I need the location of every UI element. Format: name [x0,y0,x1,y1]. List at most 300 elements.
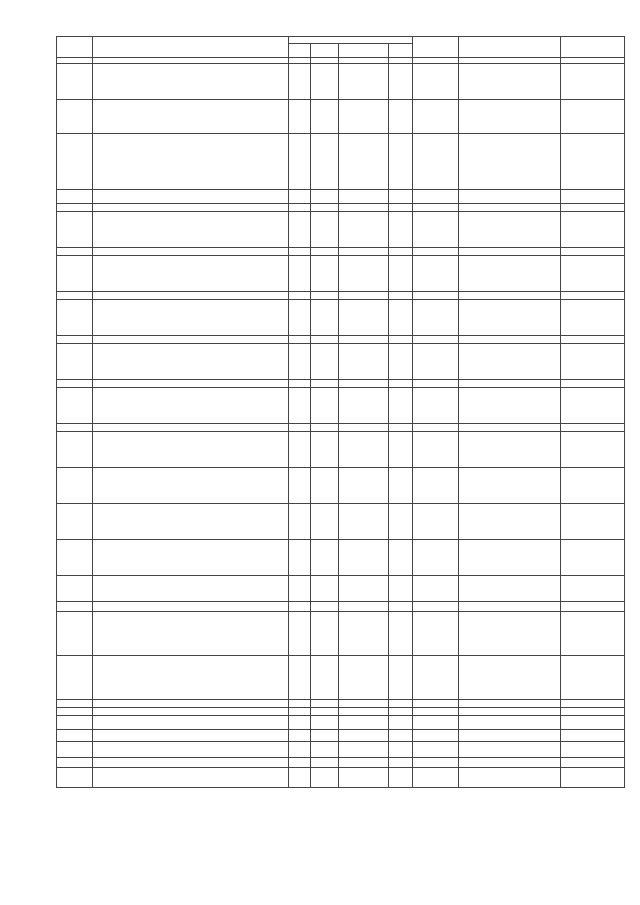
row-amount [561,540,625,576]
row-grbs [289,248,311,256]
row-amount [561,292,625,300]
row-grbs [289,540,311,576]
row-name [93,380,289,388]
table-row [57,300,625,336]
row-fund-recipient [459,204,561,212]
row-kcsr [339,656,389,700]
row-fund-recipient [459,758,561,768]
row-amount [561,716,625,730]
row-main-administrator [413,292,459,300]
row-amount [561,730,625,742]
row-fund-recipient [459,212,561,248]
row-name [93,256,289,292]
row-number [57,344,93,380]
row-main-administrator [413,300,459,336]
row-main-administrator [413,540,459,576]
row-number [57,708,93,716]
table-row [57,700,625,708]
table-row [57,758,625,768]
row-name [93,700,289,708]
row-expense-type [389,708,413,716]
row-expense-type [389,768,413,788]
row-fund-recipient [459,576,561,602]
row-section [311,64,339,100]
row-fund-recipient [459,344,561,380]
row-number [57,64,93,100]
table-row [57,716,625,730]
row-grbs [289,656,311,700]
row-grbs [289,576,311,602]
row-fund-recipient [459,432,561,468]
row-number [57,768,93,788]
row-fund-recipient [459,700,561,708]
row-main-administrator [413,336,459,344]
table-row [57,468,625,504]
row-grbs [289,424,311,432]
header-number [57,37,93,58]
row-fund-recipient [459,716,561,730]
row-name [93,468,289,504]
table-row [57,424,625,432]
row-grbs [289,468,311,504]
row-expense-type [389,64,413,100]
row-expense-type [389,256,413,292]
row-grbs [289,700,311,708]
row-kcsr [339,380,389,388]
row-name [93,612,289,656]
row-fund-recipient [459,656,561,700]
row-amount [561,612,625,656]
row-section [311,292,339,300]
row-number [57,742,93,758]
row-kcsr [339,134,389,190]
row-name [93,344,289,380]
row-name [93,300,289,336]
row-expense-type [389,344,413,380]
row-number [57,612,93,656]
row-kcsr [339,212,389,248]
row-fund-recipient [459,64,561,100]
row-grbs [289,380,311,388]
row-expense-type [389,212,413,248]
row-number [57,292,93,300]
row-name [93,504,289,540]
row-amount [561,432,625,468]
row-kcsr [339,292,389,300]
row-amount [561,64,625,100]
row-number [57,100,93,134]
row-fund-recipient [459,768,561,788]
row-expense-type [389,602,413,612]
row-expense-type [389,300,413,336]
row-grbs [289,504,311,540]
row-main-administrator [413,716,459,730]
row-kcsr [339,300,389,336]
row-kcsr [339,602,389,612]
row-main-administrator [413,212,459,248]
row-fund-recipient [459,708,561,716]
row-amount [561,344,625,380]
row-number [57,700,93,708]
row-name [93,134,289,190]
header-expense-type [389,44,413,58]
row-name [93,212,289,248]
table-row [57,292,625,300]
table-row [57,212,625,248]
row-expense-type [389,758,413,768]
header-amount [561,37,625,58]
row-section [311,504,339,540]
row-number [57,134,93,190]
table-row [57,190,625,204]
row-fund-recipient [459,602,561,612]
row-amount [561,468,625,504]
row-name [93,768,289,788]
row-name [93,424,289,432]
row-kcsr [339,64,389,100]
row-number [57,424,93,432]
header-main-administrator [413,37,459,58]
row-expense-type [389,504,413,540]
row-main-administrator [413,612,459,656]
row-fund-recipient [459,134,561,190]
row-amount [561,388,625,424]
row-fund-recipient [459,300,561,336]
row-section [311,204,339,212]
row-amount [561,380,625,388]
row-main-administrator [413,388,459,424]
row-main-administrator [413,468,459,504]
row-name [93,716,289,730]
row-section [311,424,339,432]
row-expense-type [389,700,413,708]
row-main-administrator [413,204,459,212]
row-main-administrator [413,256,459,292]
row-kcsr [339,468,389,504]
row-number [57,540,93,576]
row-number [57,602,93,612]
row-number [57,256,93,292]
row-grbs [289,344,311,380]
row-grbs [289,336,311,344]
row-main-administrator [413,134,459,190]
row-fund-recipient [459,190,561,204]
row-grbs [289,602,311,612]
row-amount [561,256,625,292]
row-number [57,576,93,602]
row-fund-recipient [459,730,561,742]
row-kcsr [339,256,389,292]
table-body [57,58,625,788]
row-expense-type [389,134,413,190]
row-section [311,612,339,656]
row-fund-recipient [459,424,561,432]
row-grbs [289,758,311,768]
row-kcsr [339,504,389,540]
row-amount [561,602,625,612]
row-section [311,768,339,788]
row-main-administrator [413,742,459,758]
row-expense-type [389,468,413,504]
row-amount [561,708,625,716]
row-kcsr [339,540,389,576]
row-grbs [289,716,311,730]
row-fund-recipient [459,612,561,656]
row-kcsr [339,248,389,256]
table-row [57,602,625,612]
row-grbs [289,100,311,134]
row-expense-type [389,424,413,432]
row-grbs [289,708,311,716]
row-amount [561,656,625,700]
row-name [93,204,289,212]
row-expense-type [389,380,413,388]
row-section [311,134,339,190]
table-row [57,336,625,344]
row-main-administrator [413,100,459,134]
row-section [311,468,339,504]
row-grbs [289,742,311,758]
table-row [57,612,625,656]
row-kcsr [339,100,389,134]
row-grbs [289,612,311,656]
row-section [311,248,339,256]
row-section [311,300,339,336]
row-section [311,432,339,468]
row-section [311,602,339,612]
row-fund-recipient [459,248,561,256]
row-grbs [289,256,311,292]
row-section [311,758,339,768]
header-kcsr [339,44,389,58]
row-main-administrator [413,602,459,612]
row-expense-type [389,100,413,134]
row-main-administrator [413,656,459,700]
header-codes-group [289,37,413,44]
row-kcsr [339,758,389,768]
row-number [57,716,93,730]
row-main-administrator [413,380,459,388]
row-kcsr [339,336,389,344]
row-name [93,100,289,134]
header-name [93,37,289,58]
row-expense-type [389,190,413,204]
row-kcsr [339,576,389,602]
row-kcsr [339,344,389,380]
table-row [57,204,625,212]
row-grbs [289,300,311,336]
row-main-administrator [413,708,459,716]
row-amount [561,100,625,134]
table-row [57,134,625,190]
row-section [311,730,339,742]
table-row [57,64,625,100]
row-name [93,656,289,700]
row-section [311,708,339,716]
row-section [311,716,339,730]
row-name [93,248,289,256]
row-expense-type [389,292,413,300]
row-section [311,700,339,708]
row-expense-type [389,742,413,758]
header-grbs [289,44,311,58]
row-amount [561,190,625,204]
row-number [57,730,93,742]
row-section [311,656,339,700]
row-amount [561,336,625,344]
table-row [57,742,625,758]
row-number [57,432,93,468]
row-number [57,380,93,388]
row-section [311,190,339,204]
row-expense-type [389,204,413,212]
row-fund-recipient [459,388,561,424]
row-section [311,344,339,380]
row-amount [561,758,625,768]
row-kcsr [339,424,389,432]
budget-allocation-table [56,36,625,788]
row-kcsr [339,700,389,708]
row-name [93,432,289,468]
row-number [57,468,93,504]
row-grbs [289,768,311,788]
row-main-administrator [413,758,459,768]
table-row [57,432,625,468]
table-row [57,656,625,700]
row-section [311,212,339,248]
row-main-administrator [413,730,459,742]
row-main-administrator [413,504,459,540]
row-kcsr [339,388,389,424]
row-amount [561,248,625,256]
table-row [57,730,625,742]
row-section [311,100,339,134]
table-row [57,708,625,716]
row-main-administrator [413,190,459,204]
row-expense-type [389,248,413,256]
row-number [57,212,93,248]
row-expense-type [389,730,413,742]
row-expense-type [389,388,413,424]
row-name [93,708,289,716]
row-expense-type [389,576,413,602]
row-number [57,248,93,256]
row-grbs [289,134,311,190]
row-main-administrator [413,700,459,708]
row-section [311,742,339,758]
row-kcsr [339,432,389,468]
row-expense-type [389,432,413,468]
row-amount [561,424,625,432]
row-kcsr [339,716,389,730]
row-name [93,730,289,742]
row-amount [561,742,625,758]
row-amount [561,576,625,602]
row-main-administrator [413,768,459,788]
row-expense-type [389,336,413,344]
header-section [311,44,339,58]
row-fund-recipient [459,742,561,758]
row-fund-recipient [459,540,561,576]
row-number [57,758,93,768]
table-row [57,256,625,292]
row-main-administrator [413,248,459,256]
row-kcsr [339,730,389,742]
row-fund-recipient [459,380,561,388]
row-amount [561,768,625,788]
row-fund-recipient [459,468,561,504]
row-number [57,190,93,204]
table-row [57,344,625,380]
table-row [57,388,625,424]
row-kcsr [339,768,389,788]
row-fund-recipient [459,336,561,344]
row-name [93,388,289,424]
row-name [93,64,289,100]
row-fund-recipient [459,100,561,134]
table-row [57,380,625,388]
row-number [57,656,93,700]
row-name [93,292,289,300]
row-grbs [289,432,311,468]
row-name [93,540,289,576]
row-section [311,576,339,602]
table-row [57,576,625,602]
row-section [311,256,339,292]
row-kcsr [339,204,389,212]
row-kcsr [339,742,389,758]
header-fund-recipient [459,37,561,58]
row-amount [561,134,625,190]
row-name [93,336,289,344]
row-expense-type [389,716,413,730]
row-grbs [289,212,311,248]
row-amount [561,504,625,540]
row-expense-type [389,540,413,576]
row-name [93,576,289,602]
row-expense-type [389,656,413,700]
row-kcsr [339,190,389,204]
row-expense-type [389,612,413,656]
row-name [93,758,289,768]
row-kcsr [339,708,389,716]
table-row [57,540,625,576]
row-grbs [289,388,311,424]
table-row [57,248,625,256]
row-main-administrator [413,432,459,468]
row-section [311,336,339,344]
row-section [311,540,339,576]
row-amount [561,300,625,336]
row-grbs [289,204,311,212]
row-kcsr [339,612,389,656]
row-amount [561,212,625,248]
row-name [93,742,289,758]
row-amount [561,700,625,708]
table-row [57,768,625,788]
row-number [57,504,93,540]
row-section [311,380,339,388]
row-main-administrator [413,344,459,380]
row-fund-recipient [459,504,561,540]
row-number [57,300,93,336]
row-grbs [289,190,311,204]
row-amount [561,204,625,212]
row-name [93,602,289,612]
row-fund-recipient [459,256,561,292]
table-row [57,504,625,540]
row-number [57,388,93,424]
